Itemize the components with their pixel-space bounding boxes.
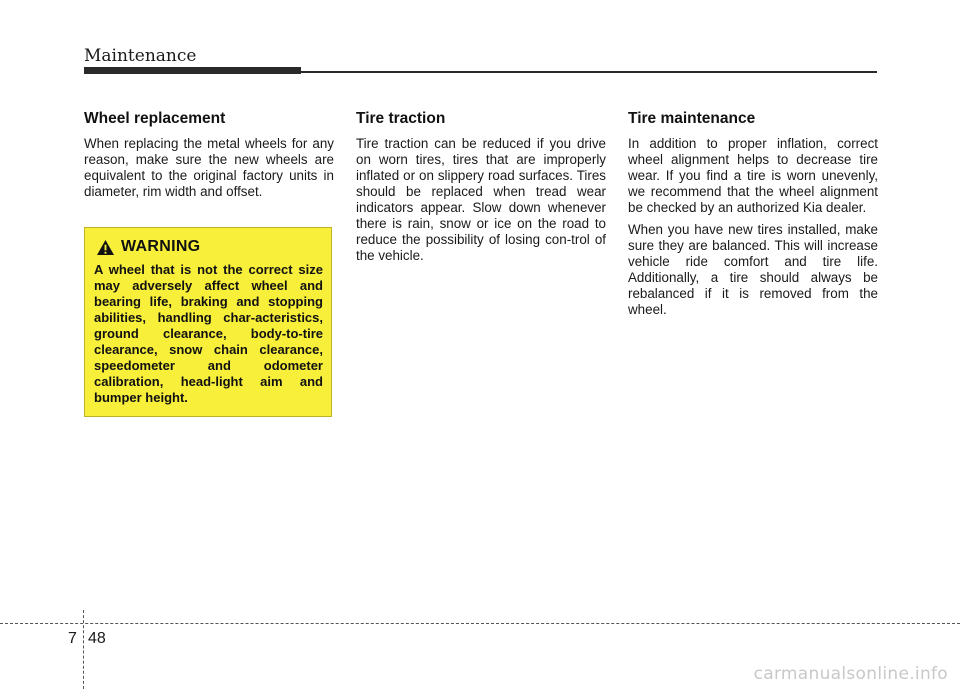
warning-triangle-icon (96, 239, 115, 256)
footer-dashed-divider (83, 610, 84, 689)
warning-header (96, 238, 323, 256)
wheel-replacement-heading: Wheel replacement (84, 110, 226, 127)
tire-maintenance-heading: Tire maintenance (628, 110, 756, 127)
footer-dashed-rule (0, 623, 960, 624)
wheel-replacement-paragraph: When replacing the metal wheels for any reason, make sure the new wheels are equivalent to the original factory units in diameter, rim width and offset. (84, 136, 334, 199)
header-rule-thick (84, 67, 301, 74)
tire-maintenance-column (628, 110, 878, 324)
warning-text: A wheel that is not the correct size may adversely affect wheel and bearing life, braking and stopping abilities, handling char-acteristics, ground clearance, body-to-tire clearance, snow chain clearance, speedometer and odometer calibration, head-light aim and bumper height. (94, 262, 323, 405)
watermark: carmanualsonline.info (753, 664, 948, 684)
warning-label: WARNING (121, 238, 201, 255)
tire-maintenance-paragraph-1: In addition to proper inflation, correct wheel alignment helps to decrease tire wear. If you find a tire is worn unevenly, we recommend that the wheel alignment be checked by an authorized Kia dealer. (628, 136, 878, 215)
wheel-replacement-column (84, 110, 334, 206)
tire-traction-column (356, 110, 606, 270)
tire-traction-paragraph: Tire traction can be reduced if you drive on worn tires, tires that are improperly inflated or on slippery road surfaces. Tires should be replaced when tread wear indicators appear. Slow down whenever there is rain, snow or ice on the road to reduce the possibility of losing con-trol of the vehicle. (356, 136, 606, 263)
section-title: Maintenance (84, 46, 197, 66)
warning-box (84, 227, 332, 417)
tire-traction-heading: Tire traction (356, 110, 446, 127)
chapter-number: 7 (68, 630, 77, 647)
tire-maintenance-paragraph-2: When you have new tires installed, make sure they are balanced. This will increase vehicle ride comfort and tire life. Additionally, a tire should always be rebalanced if it is removed from the wheel. (628, 222, 878, 317)
page-number: 48 (88, 630, 106, 647)
header-rule-thin (301, 71, 877, 73)
